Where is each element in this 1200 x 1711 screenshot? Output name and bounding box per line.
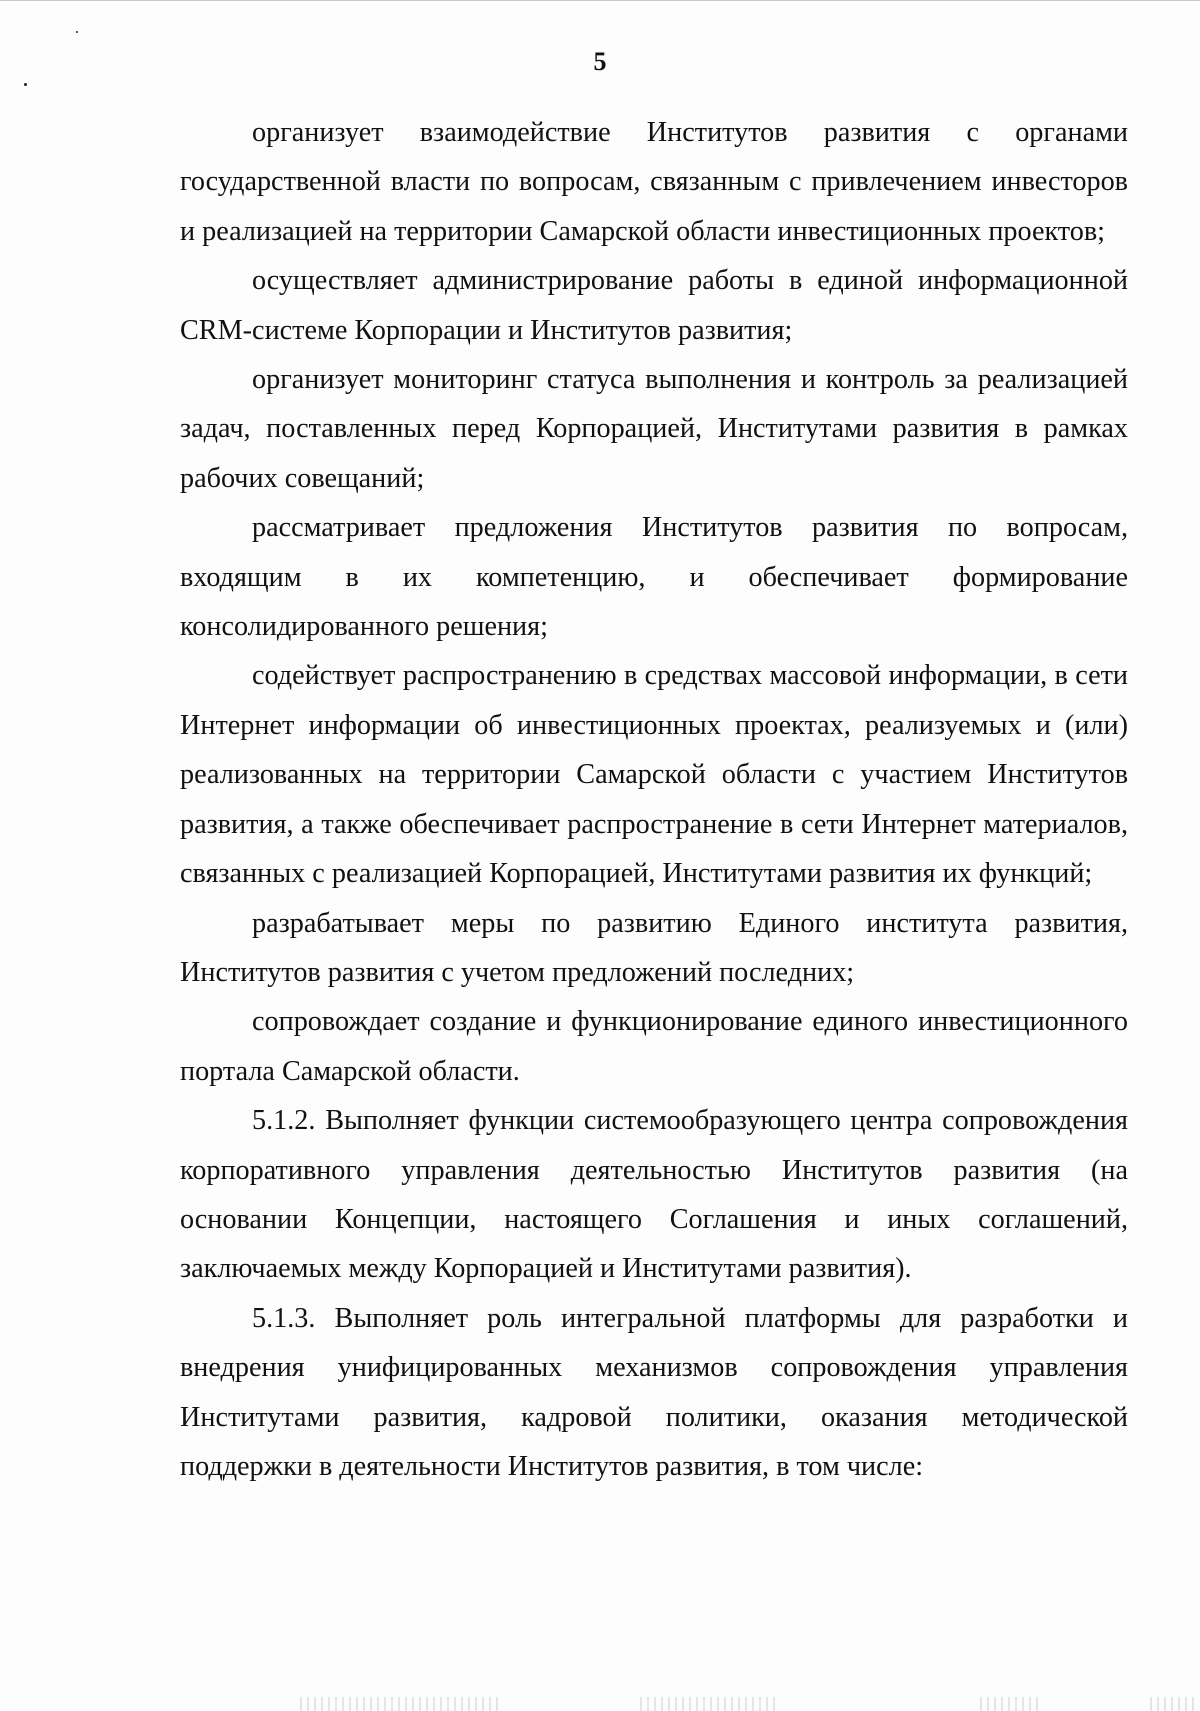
scan-noise (640, 1697, 780, 1711)
paragraph: 5.1.2. Выполняет функции системообразующего центра сопровождения корпоративного управления деятельностью Институтов развития (на основании Концепции, настоящего Соглашения и иных соглашений, заключаемых между Корпорацией и Институтами развития). (180, 1105, 1128, 1285)
paragraph: сопровождает создание и функционирование единого инвестиционного портала Самарской области. (180, 1006, 1128, 1087)
scan-noise (300, 1697, 500, 1711)
paragraph: 5.1.3. Выполняет роль интегральной платформы для разработки и внедрения унифицированных механизмов сопровождения управления Институтами развития, кадровой политики, оказания методической поддержки в деятельности Институтов развития, в том числе: (180, 1302, 1128, 1482)
document-body (180, 108, 1128, 1491)
scan-speck (76, 31, 78, 33)
scan-speck (24, 83, 27, 86)
paragraph: организует взаимодействие Институтов развития с органами государственной власти по вопросам, связанным с привлечением инвесторов и реализацией на территории Самарской области инвестиционных проектов; (180, 117, 1128, 247)
paragraph: содействует распространению в средствах массовой информации, в сети Интернет информации об инвестиционных проектах, реализуемых и (или) реализованных на территории Самарской области с участием Институтов развития, а также обеспечивает распространение в сети Интернет материалов, связанных с реализацией Корпорацией, Институтами развития их функций; (180, 660, 1128, 890)
paragraph: рассматривает предложения Институтов развития по вопросам, входящим в их компетенцию, и обеспечивает формирование консолидированного решения; (180, 512, 1128, 643)
paragraph: осуществляет администрирование работы в единой информационной CRM-системе Корпорации и Институтов развития; (180, 265, 1128, 346)
scan-noise (1150, 1697, 1198, 1711)
paragraph: разрабатывает меры по развитию Единого института развития, Институтов развития с учетом предложений последних; (180, 907, 1128, 988)
paragraph: организует мониторинг статуса выполнения и контроль за реализацией задач, поставленных перед Корпорацией, Институтами развития в рамках рабочих совещаний; (180, 364, 1128, 494)
scan-noise (980, 1697, 1040, 1711)
page-number: 5 (593, 47, 607, 76)
